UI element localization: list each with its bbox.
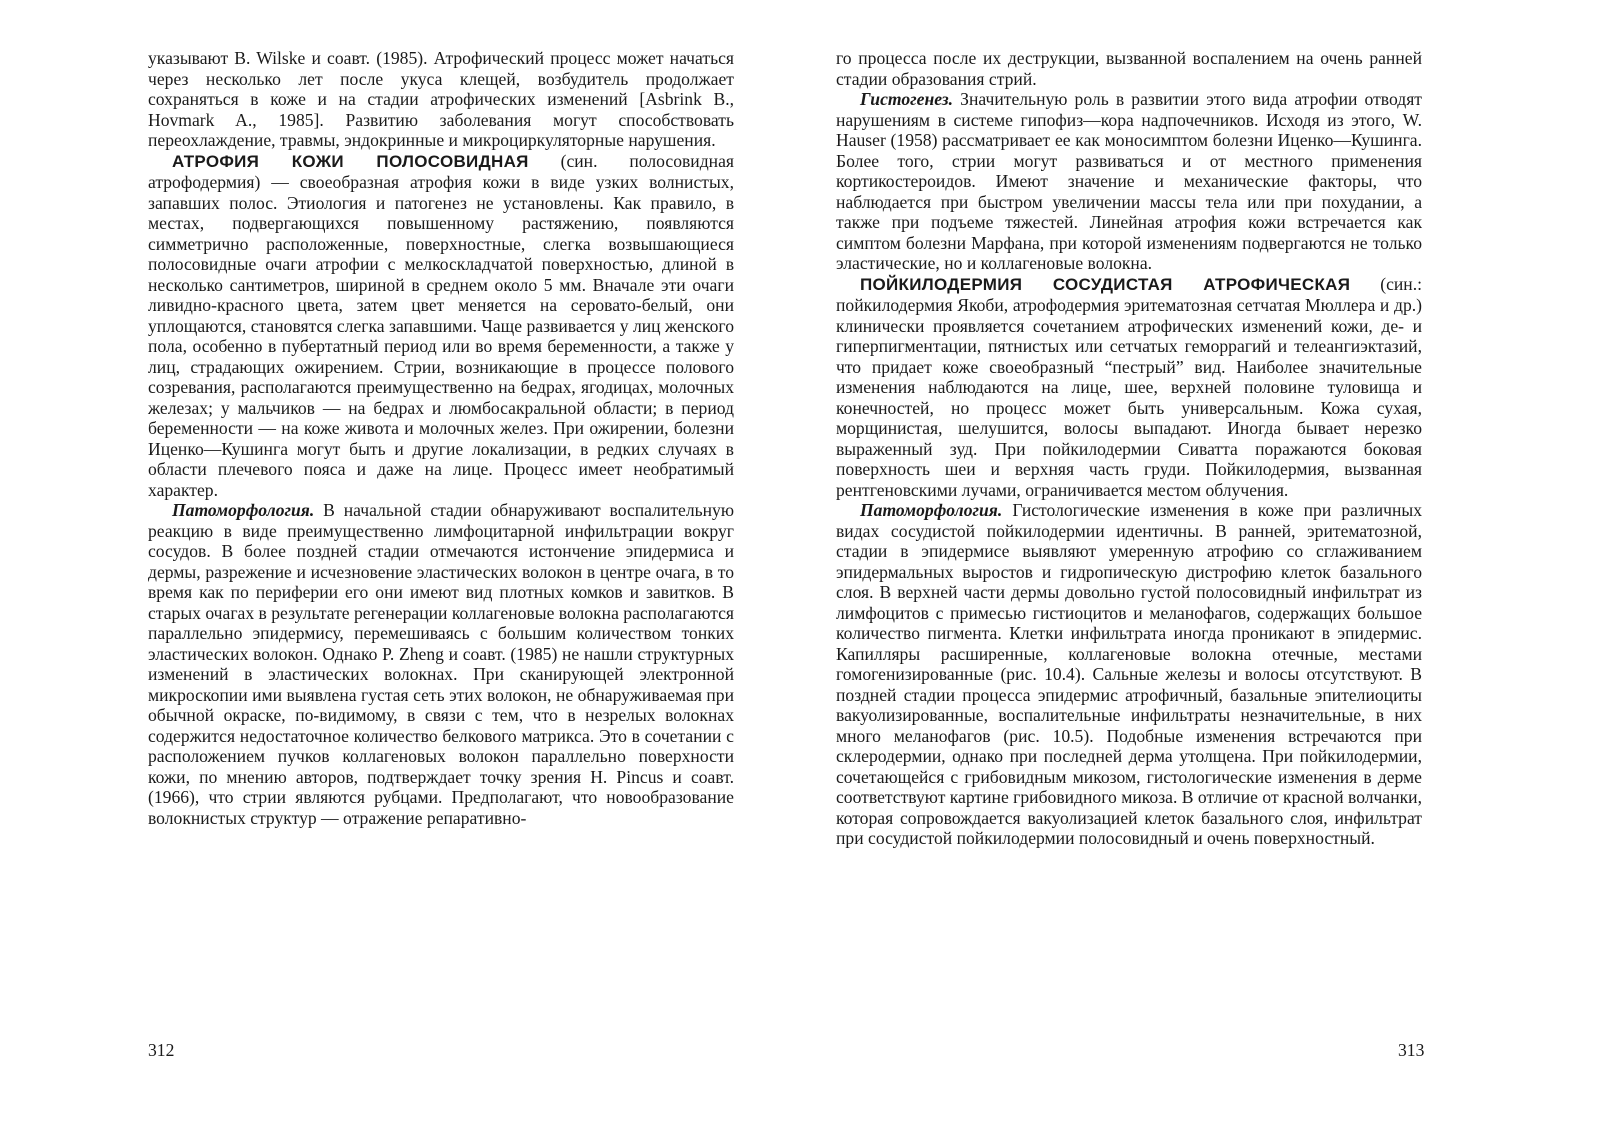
paragraph xyxy=(836,89,1422,274)
paragraph xyxy=(836,274,1422,501)
paragraph xyxy=(148,500,734,828)
subsection-heading: Патоморфология. xyxy=(172,500,315,520)
section-heading: ПОЙКИЛОДЕРМИЯ СОСУДИСТАЯ АТРОФИЧЕСКАЯ xyxy=(860,274,1351,294)
paragraph-text: (син.: пойкилодермия Якоби, атрофодермия эритематозная сетчатая Мюллера и др.) клинически проявляется сочетанием атрофических изменений кожи, де- и гиперпигментации, пятнистых или сетчатых геморрагий и телеангиэктазий, что придает коже своеобразный “пестрый” вид. Наиболее значительные изменения наблюдаются на лице, шее, верхней половине туловища и конечностей, но процесс может быть универсальным. Кожа сухая, морщинистая, шелушится, волосы выпадают. Иногда бывает нерезко выраженный зуд. При пойкилодермии Сиватта поражаются боковая поверхность шеи и верхняя часть груди. Пойкилодермия, вызванная рентгеновскими лучами, ограничивается местом облучения. xyxy=(836,273,1422,500)
left-page xyxy=(148,48,734,828)
paragraph xyxy=(148,151,734,501)
paragraph-text: В начальной стадии обнаруживают воспалительную реакцию в виде преимущественно лимфоцитарной инфильтрации вокруг сосудов. В более поздней стадии отмечаются истончение эпидермиса и дермы, разрежение и исчезновение эластических волокон в центре очага, в то время как по периферии его они имеют вид плотных комков и завитков. В старых очагах в результате регенерации коллагеновые волокна располагаются параллельно эпидермису, перемешиваясь с большим количеством тонких эластических волокон. Однако P. Zheng и соавт. (1985) не нашли структурных изменений в эластических волокнах. При сканирующей электронной микроскопии ими выявлена густая сеть этих волокон, не обнаруживаемая при обычной окраске, по-видимому, в связи с тем, что в незрелых волокнах содержится недостаточное количество белкового матрикса. Это в сочетании с расположением пучков коллагеновых волокон параллельно поверхности кожи, по мнению авторов, подтверждает точку зрения H. Pincus и соавт. (1966), что стрии являются рубцами. Предполагают, что новообразование волокнистых структур — отражение репаративно- xyxy=(148,500,734,828)
paragraph: го процесса после их деструкции, вызванной воспалением на очень ранней стадии образования стрий. xyxy=(836,48,1422,89)
paragraph: указывают B. Wilske и соавт. (1985). Атрофический процесс может начаться через несколько лет после укуса клещей, возбудитель продолжает сохраняться в коже и на стадии атрофических изменений [Asbrink B., Hovmark A., 1985]. Развитию заболевания могут способствовать переохлаждение, травмы, эндокринные и микроциркуляторные нарушения. xyxy=(148,48,734,150)
subsection-heading: Патоморфология. xyxy=(860,500,1003,520)
page-number: 313 xyxy=(1398,1040,1425,1060)
paragraph-text: (син. полосовидная атрофодермия) — своеобразная атрофия кожи в виде узких волнистых, запавших полос. Этиология и патогенез не установлены. Как правило, в местах, подвергающихся повышенному растяжению, появляются симметрично расположенные, поверхностные, слегка возвышающиеся полосовидные очаги атрофии с мелкоскладчатой поверхностью, длиной в несколько сантиметров, шириной в среднем около 5 мм. Вначале эти очаги ливидно-красного цвета, затем цвет меняется на серовато-белый, они уплощаются, становятся слегка запавшими. Чаще развивается у лиц женского пола, особенно в пубертатный период или во время беременности, а также у лиц, страдающих ожирением. Стрии, возникающие в процессе полового созревания, располагаются преимущественно на бедрах, ягодицах, молочных железах; у мальчиков — на бедрах и люмбосакральной области; в период беременности — на коже живота и молочных желез. При ожирении, болезни Иценко—Кушинга могут быть и другие локализации, в редких случаях в области плечевого пояса и даже на лице. Процесс имеет необратимый характер. xyxy=(148,150,734,500)
page-number: 312 xyxy=(148,1040,175,1060)
right-page xyxy=(836,48,1422,849)
paragraph xyxy=(836,500,1422,849)
section-heading: АТРОФИЯ КОЖИ ПОЛОСОВИДНАЯ xyxy=(172,151,529,171)
paragraph-text: Гистологические изменения в коже при различных видах сосудистой пойкилодермии идентичны. В ранней, эритематозной, стадии в эпидермисе выявляют умеренную атрофию со сглаживанием эпидермальных выростов и гидропическую дистрофию клеток базального слоя. В верхней части дермы довольно густой полосовидный инфильтрат из лимфоцитов с примесью гистиоцитов и меланофагов, содержащих большое количество пигмента. Клетки инфильтрата иногда проникают в эпидермис. Капилляры расширенные, коллагеновые волокна отечные, местами гомогенизированные (рис. 10.4). Сальные железы и волосы отсутствуют. В поздней стадии процесса эпидермис атрофичный, базальные эпителиоциты вакуолизированные, воспалительные инфильтраты незначительные, в них много меланофагов (рис. 10.5). Подобные изменения встречаются при склеродермии, однако при последней дерма утолщена. При пойкилодермии, сочетающейся с грибовидным микозом, гистологические изменения в дерме соответствуют картине грибовидного микоза. В отличие от красной волчанки, которая сопровождается вакуолизацией клеток базального слоя, инфильтрат при сосудистой пойкилодермии полосовидный и очень поверхностный. xyxy=(836,500,1422,848)
paragraph-text: Значительную роль в развитии этого вида атрофии отводят нарушениям в системе гипофиз—кора надпочечников. Исходя из этого, W. Hauser (1958) рассматривает ее как моносимптом болезни Иценко—Кушинга. Более того, стрии могут развиваться и от местного применения кортикостероидов. Имеют значение и механические факторы, что наблюдается при быстром увеличении массы тела или при похудании, а также при подъеме тяжестей. Линейная атрофия кожи встречается как симптом болезни Марфана, при которой изменениям подвергаются не только эластические, но и коллагеновые волокна. xyxy=(836,89,1422,273)
subsection-heading: Гистогенез. xyxy=(860,89,954,109)
